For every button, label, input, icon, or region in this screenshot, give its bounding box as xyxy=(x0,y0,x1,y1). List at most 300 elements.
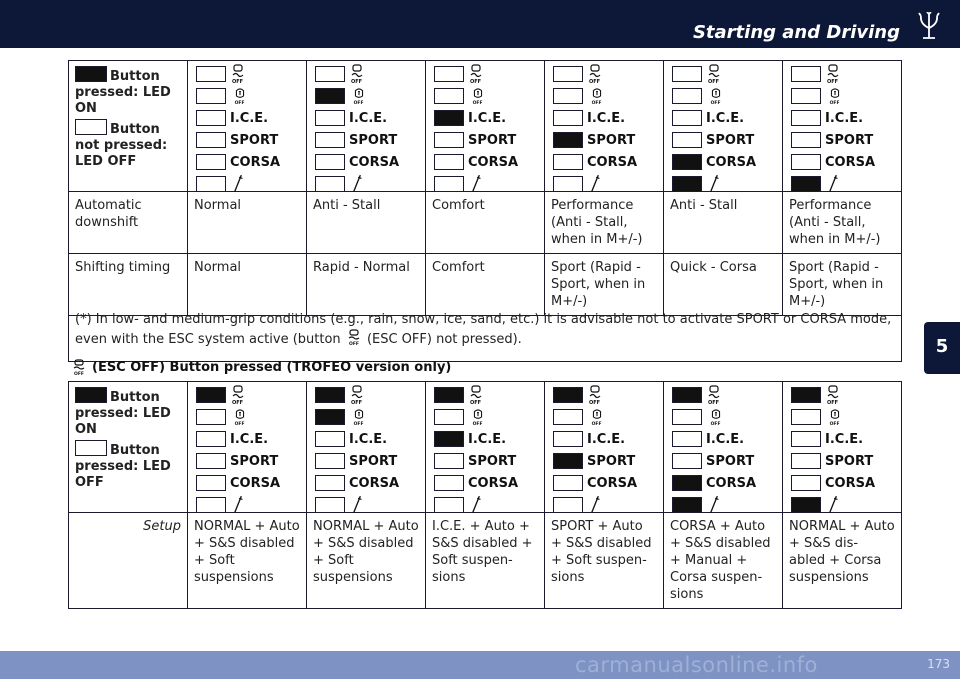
panel-row xyxy=(315,453,397,469)
table-cell: Comfort xyxy=(426,254,545,316)
manual-shift-icon xyxy=(230,174,246,194)
svg-text:OFF: OFF xyxy=(353,422,364,426)
mode-panel-cell xyxy=(664,61,783,192)
row-label: Automatic downshift xyxy=(69,192,188,254)
mode-panel xyxy=(313,66,419,186)
led-off-indicator xyxy=(196,475,226,491)
svg-text:OFF: OFF xyxy=(708,400,720,405)
panel-row xyxy=(315,387,365,403)
panel-row xyxy=(434,409,486,425)
esc-off-icon xyxy=(825,385,841,405)
led-off-indicator xyxy=(196,66,226,82)
row-label: Shifting timing xyxy=(69,254,188,316)
suspension-off-icon xyxy=(470,408,486,426)
panel-row xyxy=(553,431,625,447)
led-on-indicator xyxy=(553,387,583,403)
mode-label-sport: SPORT xyxy=(230,453,279,469)
manual-shift-icon xyxy=(825,174,841,194)
table-cell: CORSA + Auto + S&S disabled + Manual + Corsa suspen- sions xyxy=(664,513,783,609)
table-row xyxy=(69,61,902,192)
chapter-tab[interactable] xyxy=(924,322,960,374)
led-off-swatch xyxy=(75,119,107,135)
esc-off-icon xyxy=(468,64,484,84)
mode-label-ice: I.C.E. xyxy=(349,431,388,447)
manual-shift-icon xyxy=(706,174,722,194)
led-off-indicator xyxy=(315,132,345,148)
panel-row xyxy=(434,132,516,148)
mode-panel-cell xyxy=(426,382,545,513)
panel-row xyxy=(672,176,722,192)
legend-pressed: Button pressed: LED ON xyxy=(75,69,171,116)
panel-row xyxy=(196,453,278,469)
led-off-indicator xyxy=(315,453,345,469)
led-off-indicator xyxy=(196,132,226,148)
led-off-indicator xyxy=(672,88,702,104)
led-on-indicator xyxy=(553,132,583,148)
svg-text:OFF: OFF xyxy=(351,79,363,84)
table-row xyxy=(69,254,902,316)
mode-label-corsa: CORSA xyxy=(230,154,281,170)
panel-row xyxy=(672,88,724,104)
svg-text:OFF: OFF xyxy=(829,422,840,426)
suspension-off-icon xyxy=(351,87,367,105)
svg-text:OFF: OFF xyxy=(234,101,245,105)
mode-panel xyxy=(432,66,538,186)
table-cell: NORMAL + Auto + S&S disabled + Soft suspensions xyxy=(307,513,426,609)
panel-row xyxy=(672,431,744,447)
svg-text:OFF: OFF xyxy=(470,400,482,405)
panel-row xyxy=(791,431,863,447)
mode-label-sport: SPORT xyxy=(587,453,636,469)
mode-panel xyxy=(670,66,776,186)
table-cell: Normal xyxy=(188,192,307,254)
svg-text:OFF: OFF xyxy=(591,422,602,426)
mode-panel-cell xyxy=(307,382,426,513)
mode-panel xyxy=(194,387,300,507)
led-off-indicator xyxy=(434,66,464,82)
svg-text:OFF: OFF xyxy=(232,400,244,405)
panel-row xyxy=(315,497,365,513)
led-off-indicator xyxy=(672,66,702,82)
led-on-indicator xyxy=(434,431,464,447)
led-off-indicator xyxy=(196,176,226,192)
mode-label-corsa: CORSA xyxy=(706,475,757,491)
panel-row xyxy=(196,475,280,491)
led-off-indicator xyxy=(791,475,821,491)
mode-label-ice: I.C.E. xyxy=(349,110,388,126)
panel-row xyxy=(791,475,875,491)
manual-shift-icon xyxy=(349,174,365,194)
esc-off-icon xyxy=(706,64,722,84)
mode-label-ice: I.C.E. xyxy=(587,431,626,447)
suspension-off-icon xyxy=(589,87,605,105)
panel-row xyxy=(672,132,754,148)
table-row xyxy=(69,513,902,609)
led-on-indicator xyxy=(791,387,821,403)
table-row xyxy=(69,382,902,513)
panel-row xyxy=(791,409,843,425)
led-off-indicator xyxy=(315,475,345,491)
panel-row xyxy=(672,387,722,403)
panel-row xyxy=(196,431,268,447)
mode-panel xyxy=(789,66,895,186)
mode-panel-cell xyxy=(664,382,783,513)
suspension-off-icon xyxy=(708,87,724,105)
chapter-number: 5 xyxy=(935,336,949,357)
table-cell: SPORT + Auto + S&S disabled + Soft suspen- sions xyxy=(545,513,664,609)
mode-label-sport: SPORT xyxy=(825,453,874,469)
mode-label-corsa: CORSA xyxy=(825,475,876,491)
section-title-text: (ESC OFF) Button pressed (TROFEO version only) xyxy=(92,360,452,375)
panel-row xyxy=(434,176,484,192)
svg-text:OFF: OFF xyxy=(710,101,721,105)
mode-label-corsa: CORSA xyxy=(349,475,400,491)
led-off-indicator xyxy=(196,110,226,126)
svg-text:OFF: OFF xyxy=(353,101,364,105)
led-off-indicator xyxy=(315,497,345,513)
esc-off-icon xyxy=(825,64,841,84)
led-off-indicator xyxy=(553,154,583,170)
manual-shift-icon xyxy=(468,174,484,194)
led-on-indicator xyxy=(434,387,464,403)
section-header-title: Starting and Driving xyxy=(692,22,900,43)
mode-panel-cell xyxy=(783,382,902,513)
panel-row xyxy=(553,88,605,104)
panel-row xyxy=(315,176,365,192)
mode-label-ice: I.C.E. xyxy=(825,431,864,447)
mode-panel xyxy=(551,66,657,186)
mode-panel xyxy=(789,387,895,507)
section-title xyxy=(72,359,451,376)
suspension-off-icon xyxy=(232,87,248,105)
manual-shift-icon xyxy=(706,495,722,515)
led-off-indicator xyxy=(315,176,345,192)
mode-panel-cell xyxy=(545,61,664,192)
led-on-indicator xyxy=(434,110,464,126)
mode-label-corsa: CORSA xyxy=(587,475,638,491)
panel-row xyxy=(672,497,722,513)
led-off-indicator xyxy=(315,66,345,82)
mode-panel xyxy=(194,66,300,186)
panel-row xyxy=(196,387,246,403)
mode-panel-cell xyxy=(426,61,545,192)
panel-row xyxy=(196,132,278,148)
led-on-indicator xyxy=(672,176,702,192)
panel-row xyxy=(196,154,280,170)
svg-text:OFF: OFF xyxy=(829,101,840,105)
mode-label-ice: I.C.E. xyxy=(706,431,745,447)
mode-label-corsa: CORSA xyxy=(468,154,519,170)
led-off-indicator xyxy=(315,110,345,126)
panel-row xyxy=(434,453,516,469)
note-text-2: (ESC OFF) not pressed). xyxy=(366,332,522,347)
panel-row xyxy=(791,110,863,126)
mode-label-sport: SPORT xyxy=(468,453,517,469)
mode-label-sport: SPORT xyxy=(825,132,874,148)
panel-row xyxy=(434,66,484,82)
legend-not-pressed: Button not pressed: LED OFF xyxy=(75,122,168,169)
mode-label-sport: SPORT xyxy=(468,132,517,148)
panel-row xyxy=(553,409,605,425)
led-off-indicator xyxy=(672,453,702,469)
svg-text:OFF: OFF xyxy=(348,342,359,346)
led-off-indicator xyxy=(791,431,821,447)
mode-label-ice: I.C.E. xyxy=(468,431,507,447)
led-off-indicator xyxy=(553,497,583,513)
led-off-indicator xyxy=(434,154,464,170)
table-cell: Comfort xyxy=(426,192,545,254)
mode-panel xyxy=(670,387,776,507)
panel-row xyxy=(791,88,843,104)
manual-shift-icon xyxy=(587,174,603,194)
legend-cell xyxy=(69,61,188,192)
led-off-indicator xyxy=(791,409,821,425)
panel-row xyxy=(553,387,603,403)
mode-label-sport: SPORT xyxy=(349,453,398,469)
led-off-swatch xyxy=(75,440,107,456)
led-off-indicator xyxy=(553,88,583,104)
led-off-indicator xyxy=(672,409,702,425)
watermark: carmanualsonline.info xyxy=(575,653,818,677)
table-cell: Performance (Anti - Stall, when in M+/-) xyxy=(783,192,902,254)
table-row xyxy=(69,192,902,254)
svg-text:OFF: OFF xyxy=(710,422,721,426)
mode-panel-cell xyxy=(188,61,307,192)
advisory-note xyxy=(75,311,905,349)
mode-label-sport: SPORT xyxy=(587,132,636,148)
led-off-indicator xyxy=(315,431,345,447)
panel-row xyxy=(434,431,506,447)
manual-shift-icon xyxy=(587,495,603,515)
svg-text:OFF: OFF xyxy=(589,79,601,84)
led-off-indicator xyxy=(196,497,226,513)
led-off-indicator xyxy=(434,453,464,469)
led-off-indicator xyxy=(553,110,583,126)
panel-row xyxy=(315,88,367,104)
svg-text:OFF: OFF xyxy=(827,400,839,405)
panel-row xyxy=(315,132,397,148)
legend-cell xyxy=(69,382,188,513)
mode-panel xyxy=(432,387,538,507)
esc-off-icon xyxy=(468,385,484,405)
svg-text:OFF: OFF xyxy=(472,101,483,105)
panel-row xyxy=(315,66,365,82)
led-off-indicator xyxy=(434,475,464,491)
panel-row xyxy=(553,154,637,170)
led-on-indicator xyxy=(672,475,702,491)
panel-row xyxy=(196,409,248,425)
led-off-indicator xyxy=(434,132,464,148)
suspension-off-icon xyxy=(708,408,724,426)
panel-row xyxy=(553,453,635,469)
table-cell: Quick - Corsa xyxy=(664,254,783,316)
led-on-indicator xyxy=(791,497,821,513)
manual-shift-icon xyxy=(349,495,365,515)
panel-row xyxy=(791,497,841,513)
panel-row xyxy=(434,88,486,104)
panel-row xyxy=(315,431,387,447)
panel-row xyxy=(553,497,603,513)
drive-mode-table-trofeo xyxy=(68,381,902,609)
mode-label-sport: SPORT xyxy=(230,132,279,148)
table-cell: NORMAL + Auto + S&S dis- abled + Corsa suspensions xyxy=(783,513,902,609)
mode-label-sport: SPORT xyxy=(349,132,398,148)
panel-row xyxy=(196,497,246,513)
led-on-swatch xyxy=(75,66,107,82)
panel-row xyxy=(315,154,399,170)
esc-off-icon xyxy=(347,329,361,346)
page-header xyxy=(0,0,960,48)
panel-row xyxy=(553,110,625,126)
mode-panel xyxy=(313,387,419,507)
mode-label-ice: I.C.E. xyxy=(230,110,269,126)
mode-label-corsa: CORSA xyxy=(706,154,757,170)
panel-row xyxy=(196,88,248,104)
mode-label-ice: I.C.E. xyxy=(230,431,269,447)
panel-row xyxy=(672,453,754,469)
led-off-indicator xyxy=(553,409,583,425)
panel-row xyxy=(791,176,841,192)
panel-row xyxy=(196,176,246,192)
panel-row xyxy=(434,475,518,491)
panel-row xyxy=(791,66,841,82)
suspension-off-icon xyxy=(232,408,248,426)
table-cell: Performance (Anti - Stall, when in M+/-) xyxy=(545,192,664,254)
legend-pressed: Button pressed: LED ON xyxy=(75,390,171,437)
led-on-indicator xyxy=(672,154,702,170)
trident-logo-icon xyxy=(916,12,942,40)
panel-row xyxy=(791,132,873,148)
esc-off-icon xyxy=(587,64,603,84)
legend-pressed-off: Button pressed: LED OFF xyxy=(75,443,171,490)
svg-text:OFF: OFF xyxy=(708,79,720,84)
svg-text:OFF: OFF xyxy=(234,422,245,426)
svg-text:OFF: OFF xyxy=(589,400,601,405)
mode-label-corsa: CORSA xyxy=(587,154,638,170)
panel-row xyxy=(672,409,724,425)
table-cell: NORMAL + Auto + S&S disabled + Soft suspensions xyxy=(188,513,307,609)
panel-row xyxy=(553,176,603,192)
panel-row xyxy=(434,497,484,513)
manual-shift-icon xyxy=(468,495,484,515)
svg-text:OFF: OFF xyxy=(591,101,602,105)
panel-row xyxy=(672,66,722,82)
panel-row xyxy=(672,154,756,170)
led-off-indicator xyxy=(196,88,226,104)
led-off-indicator xyxy=(196,453,226,469)
panel-row xyxy=(791,154,875,170)
panel-row xyxy=(315,475,399,491)
table-cell: Sport (Rapid - Sport, when in M+/-) xyxy=(783,254,902,316)
mode-panel-cell xyxy=(307,61,426,192)
mode-label-ice: I.C.E. xyxy=(706,110,745,126)
mode-label-corsa: CORSA xyxy=(230,475,281,491)
panel-row xyxy=(672,475,756,491)
mode-label-corsa: CORSA xyxy=(349,154,400,170)
table-cell: Sport (Rapid - Sport, when in M+/-) xyxy=(545,254,664,316)
panel-row xyxy=(315,110,387,126)
panel-row xyxy=(553,132,635,148)
panel-row xyxy=(434,110,506,126)
panel-row xyxy=(553,66,603,82)
table-cell: Anti - Stall xyxy=(664,192,783,254)
manual-shift-icon xyxy=(230,495,246,515)
panel-row xyxy=(791,387,841,403)
note-text-1: (*) In low- and medium-grip conditions (e.g., rain, snow, ice, sand, etc.) it is advisable not to activate SPORT or CORSA mode, even with the ESC system active (button xyxy=(75,312,892,347)
led-on-indicator xyxy=(315,88,345,104)
esc-off-icon xyxy=(230,385,246,405)
mode-label-ice: I.C.E. xyxy=(587,110,626,126)
panel-row xyxy=(315,409,367,425)
led-on-indicator xyxy=(791,176,821,192)
led-off-indicator xyxy=(196,154,226,170)
manual-shift-icon xyxy=(825,495,841,515)
led-off-indicator xyxy=(791,154,821,170)
led-on-indicator xyxy=(315,387,345,403)
led-on-swatch xyxy=(75,387,107,403)
svg-text:OFF: OFF xyxy=(351,400,363,405)
led-off-indicator xyxy=(672,431,702,447)
led-off-indicator xyxy=(791,132,821,148)
page-number: 173 xyxy=(927,657,950,671)
suspension-off-icon xyxy=(589,408,605,426)
row-label: Setup xyxy=(69,513,188,609)
esc-off-icon xyxy=(349,385,365,405)
mode-label-ice: I.C.E. xyxy=(825,110,864,126)
led-off-indicator xyxy=(553,431,583,447)
svg-text:OFF: OFF xyxy=(74,372,84,376)
led-off-indicator xyxy=(434,88,464,104)
led-off-indicator xyxy=(434,176,464,192)
mode-panel xyxy=(551,387,657,507)
led-off-indicator xyxy=(196,409,226,425)
esc-off-icon xyxy=(587,385,603,405)
led-off-indicator xyxy=(434,497,464,513)
led-on-indicator xyxy=(553,453,583,469)
panel-row xyxy=(434,387,484,403)
table-cell: I.C.E. + Auto + S&S disabled + Soft suspen- sions xyxy=(426,513,545,609)
mode-panel-cell xyxy=(783,61,902,192)
led-off-indicator xyxy=(315,154,345,170)
panel-row xyxy=(553,475,637,491)
led-off-indicator xyxy=(791,88,821,104)
panel-row xyxy=(672,110,744,126)
led-off-indicator xyxy=(553,66,583,82)
led-on-indicator xyxy=(672,387,702,403)
mode-label-sport: SPORT xyxy=(706,132,755,148)
led-off-indicator xyxy=(672,132,702,148)
led-on-indicator xyxy=(315,409,345,425)
table-cell: Normal xyxy=(188,254,307,316)
suspension-off-icon xyxy=(470,87,486,105)
suspension-off-icon xyxy=(827,87,843,105)
esc-off-icon xyxy=(72,359,86,376)
mode-label-corsa: CORSA xyxy=(825,154,876,170)
mode-label-sport: SPORT xyxy=(706,453,755,469)
panel-row xyxy=(791,453,873,469)
esc-off-icon xyxy=(349,64,365,84)
mode-panel-cell xyxy=(188,382,307,513)
mode-label-corsa: CORSA xyxy=(468,475,519,491)
table-cell: Anti - Stall xyxy=(307,192,426,254)
esc-off-icon xyxy=(230,64,246,84)
page-footer xyxy=(0,651,960,679)
panel-row xyxy=(196,66,246,82)
led-off-indicator xyxy=(553,176,583,192)
svg-text:OFF: OFF xyxy=(472,422,483,426)
led-off-indicator xyxy=(672,110,702,126)
mode-panel-cell xyxy=(545,382,664,513)
